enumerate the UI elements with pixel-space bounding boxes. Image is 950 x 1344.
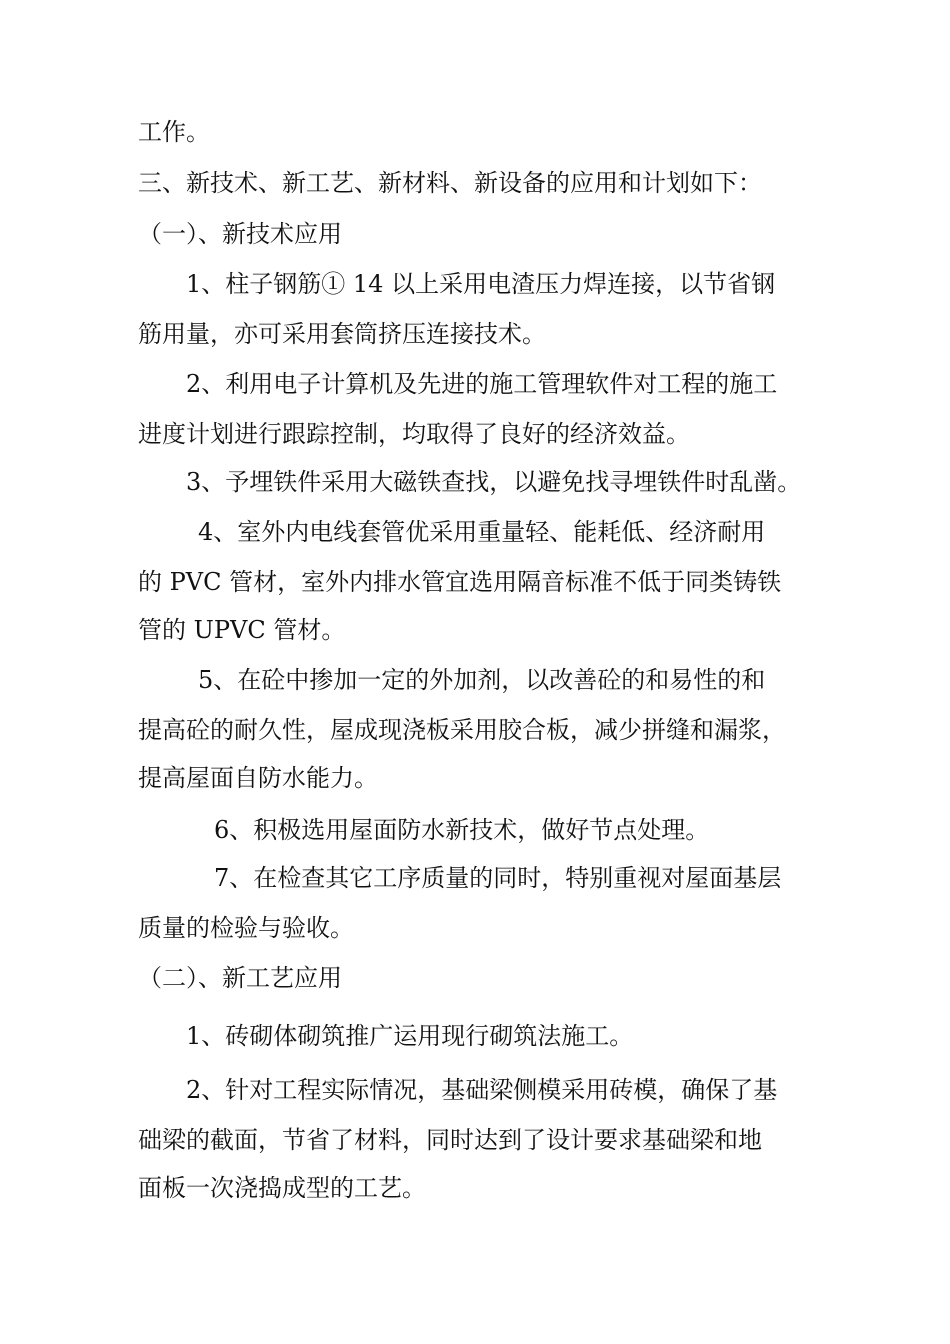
text-line: 2、针对工程实际情况，基础梁侧模采用砖模，确保了基 bbox=[186, 1076, 778, 1104]
text-line: 质量的检验与验收。 bbox=[138, 914, 354, 942]
text-line: 面板一次浇捣成型的工艺。 bbox=[138, 1174, 426, 1202]
text-line: 工作。 bbox=[138, 118, 210, 146]
text-line: 提高砼的耐久性，屋成现浇板采用胶合板，减少拼缝和漏浆， bbox=[138, 716, 786, 744]
text-line: 3、予埋铁件采用大磁铁查找，以避免找寻埋铁件时乱凿。 bbox=[186, 468, 802, 496]
text-line: 4、室外内电线套管优采用重量轻、能耗低、经济耐用 bbox=[198, 518, 766, 546]
text-line: 1、砖砌体砌筑推广运用现行砌筑法施工。 bbox=[186, 1022, 634, 1050]
text-line: 的 PVC 管材，室外内排水管宜选用隔音标准不低于同类铸铁 bbox=[138, 568, 782, 596]
text-line: 进度计划进行跟踪控制，均取得了良好的经济效益。 bbox=[138, 420, 690, 448]
subsection-heading: （二）、新工艺应用 bbox=[138, 964, 342, 992]
text-line: 2、利用电子计算机及先进的施工管理软件对工程的施工 bbox=[186, 370, 778, 398]
text-line: 础梁的截面，节省了材料，同时达到了设计要求基础梁和地 bbox=[138, 1126, 762, 1154]
subsection-heading: （一）、新技术应用 bbox=[138, 220, 342, 248]
text-line: 提高屋面自防水能力。 bbox=[138, 764, 378, 792]
text-line: 管的 UPVC 管材。 bbox=[138, 616, 346, 644]
text-line: 5、在砼中掺加一定的外加剂，以改善砼的和易性的和 bbox=[198, 666, 766, 694]
text-line: 筋用量，亦可采用套筒挤压连接技术。 bbox=[138, 320, 546, 348]
text-line: 7、在检查其它工序质量的同时，特别重视对屋面基层 bbox=[214, 864, 782, 892]
text-line: 6、积极选用屋面防水新技术，做好节点处理。 bbox=[214, 816, 710, 844]
section-heading: 三、新技术、新工艺、新材料、新设备的应用和计划如下： bbox=[138, 169, 762, 197]
text-line: 1、柱子钢筋① 14 以上采用电渣压力焊连接，以节省钢 bbox=[186, 270, 776, 298]
